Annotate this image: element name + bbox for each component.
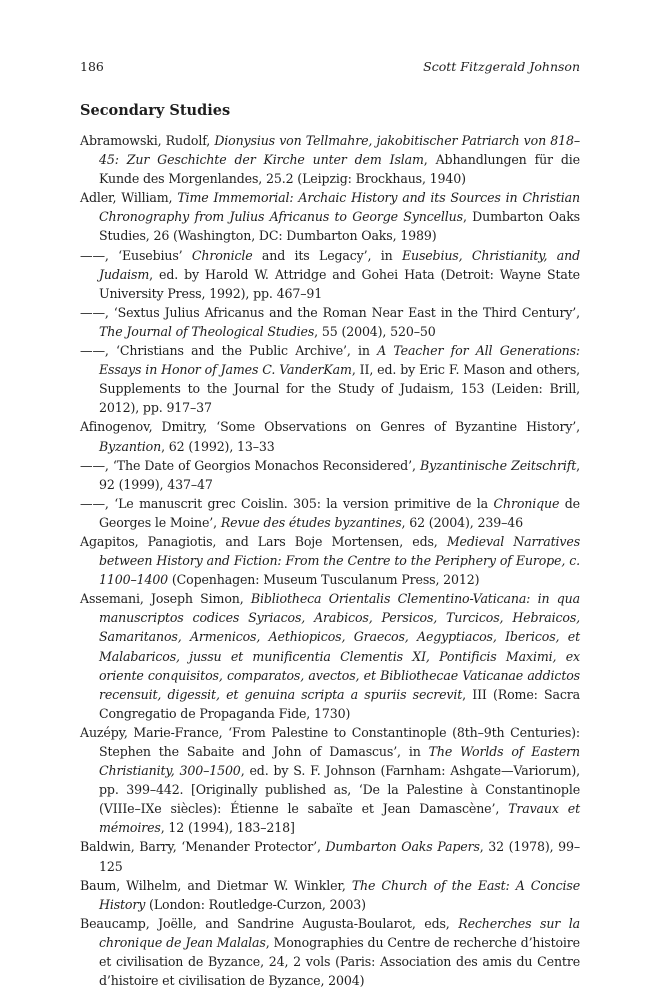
section-title: Secondary Studies [80,102,231,119]
entry-text: Assemani, Joseph Simon, [80,591,251,607]
entry-text: ——, ‘Sextus Julius Africanus and the Roman Near East in the Third Century’, [80,304,580,320]
italic-title: Travaux et mémoires [99,801,580,836]
entry-text: Agapitos, Panagiotis, and Lars Boje Mortensen, eds, [80,533,447,549]
entry-text: , 92 (1999), 437–47 [99,457,581,492]
italic-title: Bibliotheca Orientalis Clementino-Vaticana: in qua manuscriptos codices Syriacos, Arabicos, Persicos, Turcicos, Hebraicos, Samaritanos, Armenicos, Aethiopicos, Graecos, Aegyptiacos, Ibericos, et Malabaricos, jussu et munificentia Clementis XI, Pontificis Maximi, ex oriente conquisitos, comparatos, avectos, et Bibliothecae Vaticanae addictos recensuit, digessit, et genuina scripta a spuriis secrevit [99,591,580,702]
italic-title: Revue des études byzantines [220,514,402,530]
bibliography-entry [80,456,580,494]
entry-text: , 55 (2004), 520–50 [314,323,436,339]
entry-text: , ed. by S. F. Johnson (Farnham: Ashgate—Variorum), pp. 399–442. [Originally published as, ‘De la Palestine à Constantinople (VIIIe–IXe siècles): Étienne le sabaïte et Jean Damascène’, [99,763,580,817]
entry-text: Adler, William, [80,190,178,206]
italic-title: The Worlds of Eastern Christianity, 300–1500 [99,744,580,779]
entry-text: , 32 (1978), 99–125 [99,839,581,874]
italic-title: Byzantion [99,438,162,454]
entry-text: Afinogenov, Dmitry, ‘Some Observations on Genres of Byzantine History’, [80,419,580,435]
bibliography-entry [80,723,580,838]
bibliography-entry [80,876,580,914]
entry-text: , II, ed. by Eric F. Mason and others, Supplements to the Journal for the Study of Judaism, 153 (Leiden: Brill, 2012), pp. 917–37 [99,362,581,416]
bibliography-list [80,131,580,990]
bibliography-entry [80,589,580,723]
entry-text: Baum, Wilhelm, and Dietmar W. Winkler, [80,877,352,893]
bibliography-entry [80,837,580,875]
italic-title: Chronique [493,495,560,511]
italic-title: The Journal of Theological Studies [99,323,315,339]
entry-text: , Dumbarton Oaks Studies, 26 (Washington, DC: Dumbarton Oaks, 1989) [99,209,580,244]
page-number: 186 [80,59,104,74]
bibliography-entry [80,532,580,589]
running-title: Scott Fitzgerald Johnson [423,59,580,74]
bibliography-entry [80,131,580,188]
bibliography-entry [80,341,580,417]
italic-title: Chronicle [191,247,253,263]
italic-title: Dionysius von Tellmahre, jakobitischer Patriarch von 818–45: Zur Geschichte der Kirche unter dem Islam [99,133,580,168]
bibliography-entry [80,417,580,455]
entry-text: Beaucamp, Joëlle, and Sandrine Augusta-Boularot, eds, [80,915,459,931]
entry-text: Auzépy, Marie-France, ‘From Palestine to Constantinople (8th–9th Centuries): Stephen the Sabaite and John of Damascus’, in [80,724,580,759]
entry-text: (Copenhagen: Museum Tusculanum Press, 2012) [168,572,480,588]
entry-text: ——, ‘Christians and the Public Archive’, in [80,343,378,359]
italic-title: Time Immemorial: Archaic History and its Sources in Christian Chronography from Julius Africanus to George Syncellus [99,190,580,225]
bibliography-entry [80,188,580,245]
entry-text: ——, ‘The Date of Georgios Monachos Reconsidered’, [80,457,420,473]
entry-text: , ed. by Harold W. Attridge and Gohei Hata (Detroit: Wayne State University Press, 1992), pp. 467–91 [99,266,580,301]
entry-text: ——, ‘Le manuscrit grec Coislin. 305: la version primitive de la [80,495,494,511]
entry-text: , Monographies du Centre de recherche d’histoire et civilisation de Byzance, 24, 2 vols (Paris: Association des amis du Centre d’histoire et civilisation de Byzance, 2004) [99,934,580,989]
bibliography-entry [80,303,580,341]
italic-title: The Church of the East: A Concise History [99,877,580,912]
entry-text: Baldwin, Barry, ‘Menander Protector’, [80,839,326,855]
entry-text: ——, ‘Eusebius’ [80,247,192,263]
bibliography-entry [80,494,580,532]
italic-title: Recherches sur la chronique de Jean Malalas [99,915,580,950]
entry-text: de Georges le Moine’, [99,495,580,530]
italic-title: Byzantinische Zeitschrift [419,457,577,473]
entry-text: and its Legacy’, in [252,247,402,263]
entry-text: (London: Routledge-Curzon, 2003) [145,896,366,912]
italic-title: Medieval Narratives between History and Fiction: From the Centre to the Periphery of Europe, c. 1100–1400 [99,533,581,588]
bibliography-entry [80,246,580,303]
italic-title: Eusebius, Christianity, and Judaism [99,247,580,282]
entry-text: Abramowski, Rudolf, [80,133,215,148]
entry-text: , Abhandlungen für die Kunde des Morgenlandes, 25.2 (Leipzig: Brockhaus, 1940) [99,152,580,187]
italic-title: Dumbarton Oaks Papers [325,839,480,855]
entry-text: , 62 (1992), 13–33 [161,438,275,454]
italic-title: A Teacher for All Generations: Essays in Honor of James C. VanderKam [99,343,580,378]
entry-text: , 62 (2004), 239–46 [401,514,523,530]
entry-text: , III (Rome: Sacra Congregatio de Propaganda Fide, 1730) [99,686,580,721]
bibliography-entry [80,914,580,990]
entry-text: , 12 (1994), 183–218] [160,820,295,836]
